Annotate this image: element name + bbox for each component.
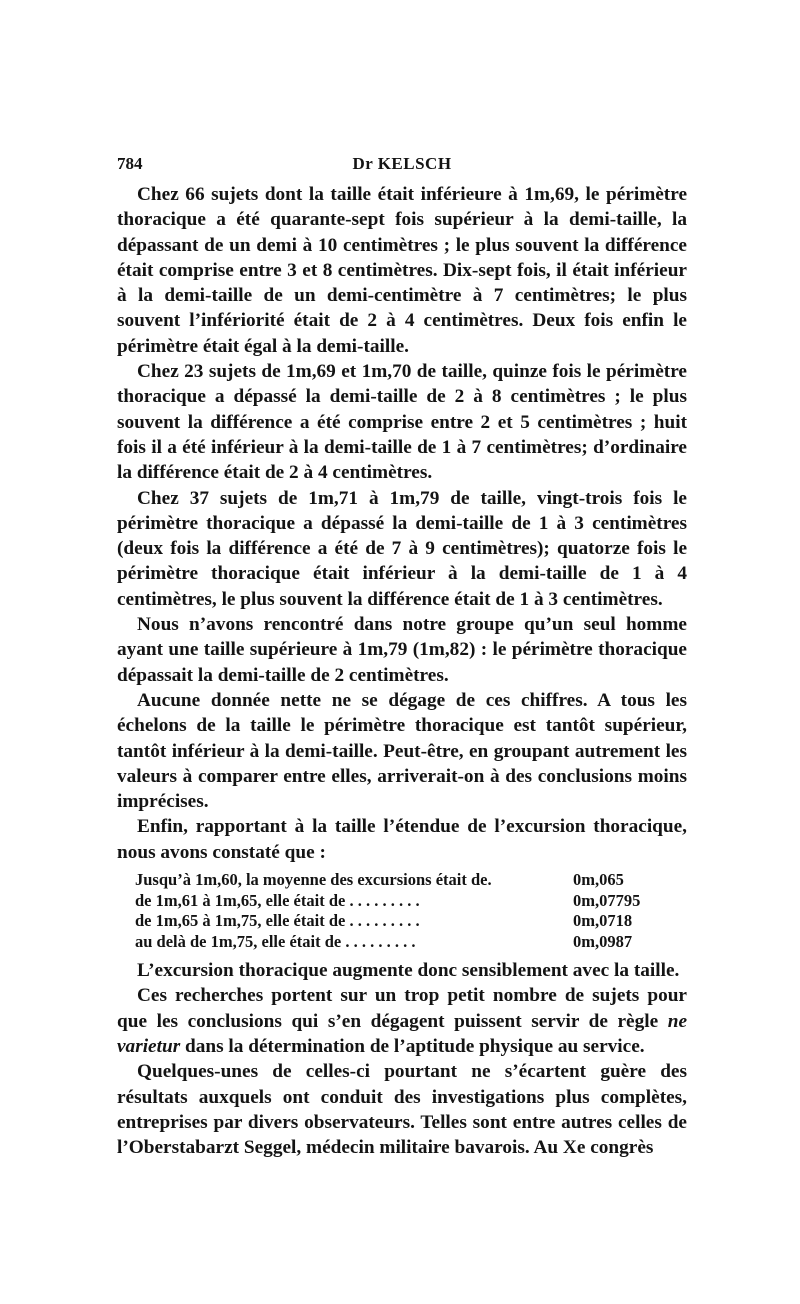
- table-row-label: au delà de 1m,75, elle était de . . . . . . . . .: [135, 931, 416, 951]
- paragraph: Chez 66 sujets dont la taille était inférieure à 1m,69, le périmètre thoracique a été quarante-sept fois supérieur à la demi-taille, la dépassant de un demi à 10 centimètres ; le plus souvent la différence était comprise entre 3 et 8 centimètres. Dix-sept fois, il était inférieur à la demi-taille de un demi-centimètre à 7 centimètres; le plus souvent l’infériorité était de 2 à 4 centimètres. Deux fois enfin le périmètre était égal à la demi-taille.: [117, 184, 687, 357]
- italic-phrase: ne varietur: [117, 1010, 687, 1057]
- table-row: [135, 911, 665, 932]
- table-row-label: de 1m,65 à 1m,75, elle était de . . . . . . . . .: [135, 911, 420, 931]
- paragraph: Chez 23 sujets de 1m,69 et 1m,70 de taille, quinze fois le périmètre thoracique a dépassé la demi-taille de 2 à 8 centimètres ; le plus souvent la différence a été comprise entre 2 et 5 centimètres ; huit fois il a été inférieur à la demi-taille de 1 à 7 centimètres; d’ordinaire la différence était de 2 à 4 centimètres.: [117, 361, 687, 484]
- running-head: Dr KELSCH: [352, 154, 452, 173]
- paragraph: Enfin, rapportant à la taille l’étendue de l’excursion thoracique, nous avons constaté que :: [117, 816, 687, 863]
- table-row: [135, 891, 665, 912]
- table-row: [135, 932, 665, 953]
- paragraph: Nous n’avons rencontré dans notre groupe qu’un seul homme ayant une taille supérieure à 1m,79 (1m,82) : le périmètre thoracique dépassait la demi-taille de 2 centimètres.: [117, 614, 687, 686]
- paragraph: Aucune donnée nette ne se dégage de ces chiffres. A tous les échelons de la taille le périmètre thoracique est tantôt supérieur, tantôt inférieur à la demi-taille. Peut-être, en groupant autrement les valeurs à comparer entre elles, arriverait-on à des conclusions moins imprécises.: [117, 689, 687, 813]
- table-row-label: de 1m,61 à 1m,65, elle était de . . . . . . . . .: [135, 890, 420, 910]
- paragraph-text: dans la détermination de l’aptitude physique au service.: [180, 1035, 645, 1057]
- excursion-table: [135, 870, 665, 952]
- page-body: [117, 182, 687, 1160]
- table-row: [135, 870, 665, 891]
- paragraph-text: Ces recherches portent sur un trop petit nombre de sujets pour que les conclusions qui s’en dégagent puissent servir de règle: [117, 985, 687, 1032]
- page-number: 784: [117, 154, 143, 173]
- table-row-value: 0m,0987: [573, 931, 633, 951]
- paragraph: [117, 983, 687, 1059]
- table-row-value: 0m,0718: [573, 911, 633, 931]
- paragraph: L’excursion thoracique augmente donc sensiblement avec la taille.: [137, 960, 680, 982]
- paragraph: Chez 37 sujets de 1m,71 à 1m,79 de taille, vingt-trois fois le périmètre thoracique a dépassé la demi-taille de 1 à 3 centimètres (deux fois la différence a été de 7 à 9 centimètres); quatorze fois le périmètre thoracique était inférieur à la demi-taille de 1 à 4 centimètres, le plus souvent la différence était de 1 à 3 centimètres.: [117, 487, 687, 610]
- table-row-value: 0m,065: [573, 870, 624, 890]
- page-header: [117, 150, 687, 178]
- paragraph: Quelques-unes de celles-ci pourtant ne s’écartent guère des résultats auxquels ont conduit des investigations plus complètes, entreprises par divers observateurs. Telles sont entre autres celles de l’Oberstabarzt Seggel, médecin militaire bavarois. Au Xe congrès: [117, 1061, 687, 1159]
- table-row-label: Jusqu’à 1m,60, la moyenne des excursions était de.: [135, 870, 492, 890]
- table-row-value: 0m,07795: [573, 890, 641, 910]
